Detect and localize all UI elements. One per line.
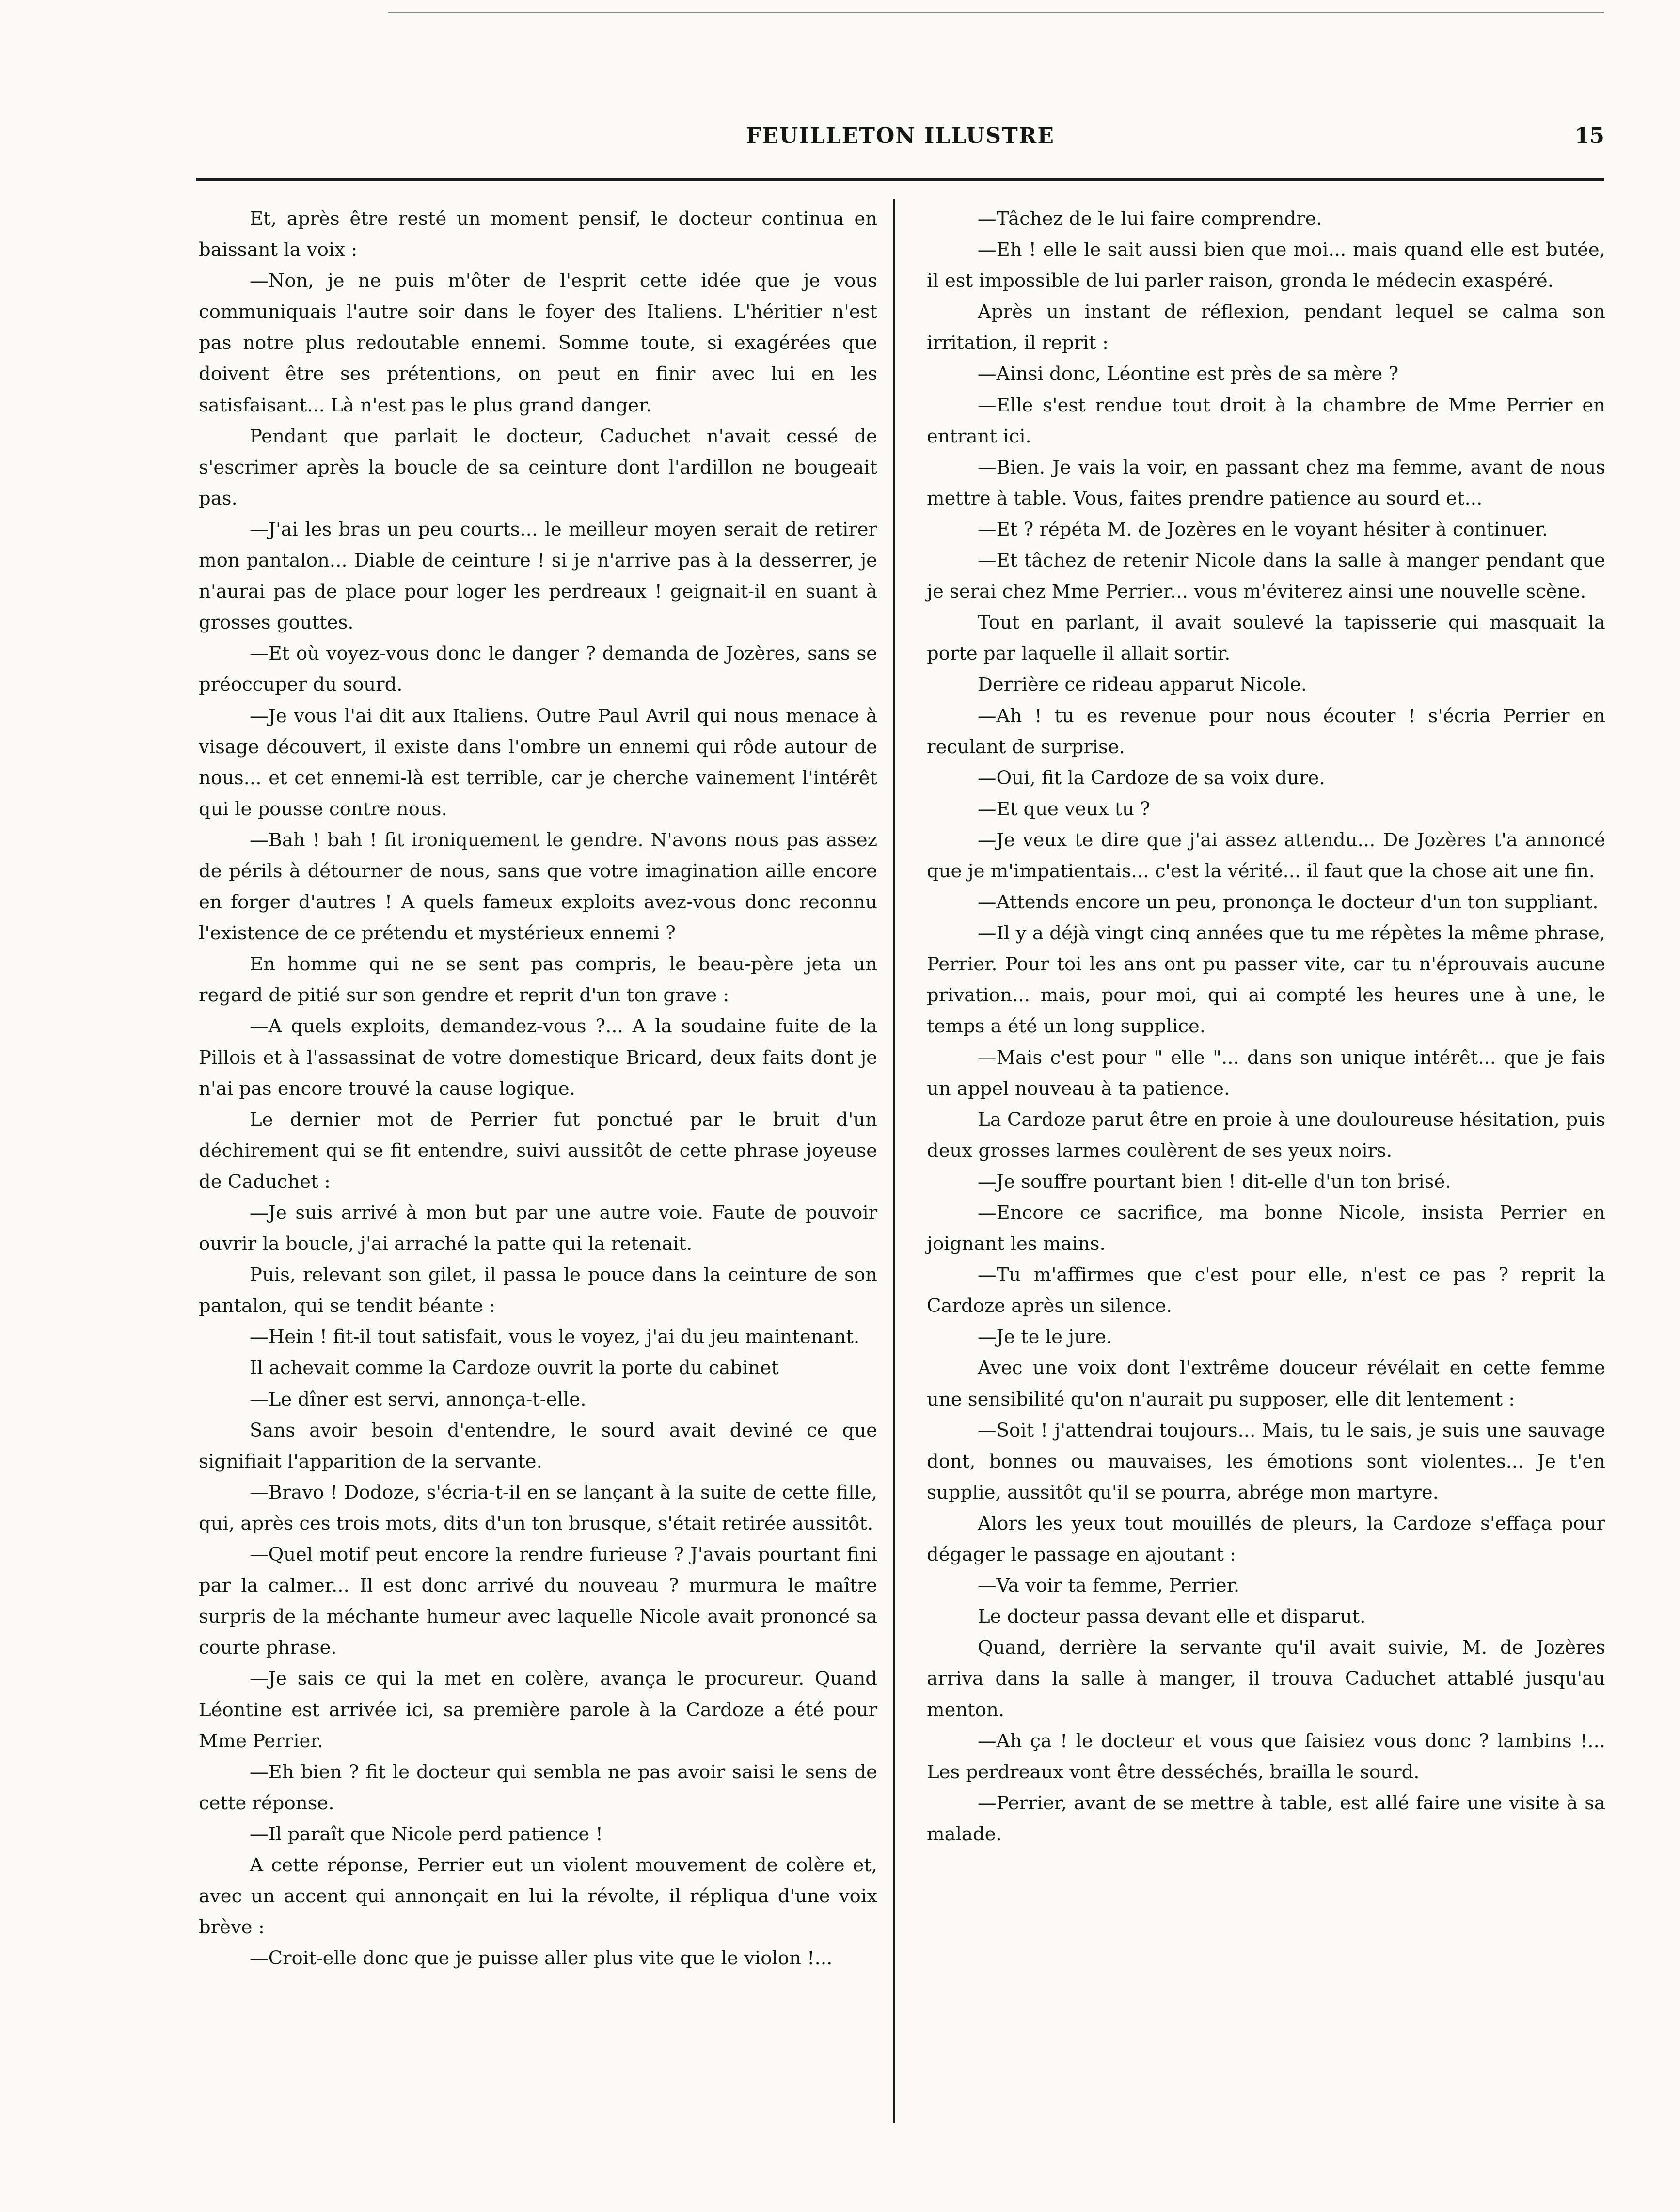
paragraph: —Perrier, avant de se mettre à table, est allé faire une visite à sa malade. [927,1792,1605,1845]
paragraph: —Le dîner est servi, annonça-t-elle. [250,1388,586,1410]
paragraph: —Eh bien ? fit le docteur qui sembla ne pas avoir saisi le sens de cette réponse. [199,1761,877,1814]
column-divider [893,199,895,2123]
paragraph: Sans avoir besoin d'entendre, le sourd avait deviné ce que signifiait l'apparition de la servante. [199,1419,877,1472]
paragraph: —Ainsi donc, Léontine est près de sa mère ? [978,363,1399,385]
paragraph: —Mais c'est pour " elle "... dans son unique intérêt... que je fais un appel nouveau à ta patience. [927,1046,1605,1100]
paragraph: La Cardoze parut être en proie à une douloureuse hésitation, puis deux grosses larmes coulèrent de ses yeux noirs. [927,1108,1605,1162]
page-number: 15 [1574,124,1604,148]
paragraph: —Va voir ta femme, Perrier. [978,1575,1240,1597]
paragraph: Avec une voix dont l'extrême douceur révélait en cette femme une sensibilité qu'on n'aurait pu supposer, elle dit lentement : [927,1357,1605,1410]
paragraph: —Attends encore un peu, prononça le docteur d'un ton suppliant. [978,891,1599,914]
paragraph: —Il y a déjà vingt cinq années que tu me répètes la même phrase, Perrier. Pour toi les ans ont pu passer vite, car tu n'éprouvais aucune privation... mais, pour moi, qui ai compté les heures une à une, le temps a été un long supplice. [927,922,1605,1038]
paragraph: —Tâchez de le lui faire comprendre. [978,208,1322,230]
paragraph: —Et tâchez de retenir Nicole dans la salle à manger pendant que je serai chez Mme Perrier... vous m'éviterez ainsi une nouvelle scène. [927,550,1605,603]
paragraph: —Encore ce sacrifice, ma bonne Nicole, insista Perrier en joignant les mains. [927,1202,1605,1255]
paragraph: —Tu m'affirmes que c'est pour elle, n'est ce pas ? reprit la Cardoze après un silence. [927,1264,1605,1317]
paragraph: —Non, je ne puis m'ôter de l'esprit cette idée que je vous communiquais l'autre soir dans le foyer des Italiens. L'héritier n'est pas notre plus redoutable ennemi. Somme toute, si exagérées que doivent être ses prétentions, on peut en finir avec lui en les satisfaisant... Là n'est pas le plus grand danger. [199,270,877,416]
paragraph: —Je suis arrivé à mon but par une autre voie. Faute de pouvoir ouvrir la boucle, j'ai arraché la patte qui la retenait. [199,1202,877,1255]
paragraph: —Je sais ce qui la met en colère, avança le procureur. Quand Léontine est arrivée ici, sa première parole à la Cardoze a été pour Mme Perrier. [199,1668,877,1752]
left-text-column [199,204,877,1974]
paragraph: Il achevait comme la Cardoze ouvrit la porte du cabinet [250,1357,779,1379]
paragraph: Après un instant de réflexion, pendant lequel se calma son irritation, il reprit : [927,301,1605,354]
paragraph: —Il paraît que Nicole perd patience ! [250,1823,603,1845]
paragraph: Le dernier mot de Perrier fut ponctué par le bruit d'un déchirement qui se fit entendre, suivi aussitôt de cette phrase joyeuse de Caduchet : [199,1108,877,1193]
paragraph: —Oui, fit la Cardoze de sa voix dure. [978,767,1325,789]
paragraph: —Bah ! bah ! fit ironiquement le gendre. N'avons nous pas assez de périls à détourner de nous, sans que votre imagination aille encore en forger d'autres ! A quels fameux exploits avez-vous donc reconnu l'existence de ce prétendu et mystérieux ennemi ? [199,829,877,945]
paragraph: —A quels exploits, demandez-vous ?... A la soudaine fuite de la Pillois et à l'assassinat de votre domestique Bricard, deux faits dont je n'ai pas encore trouvé la cause logique. [199,1015,877,1100]
paragraph: Puis, relevant son gilet, il passa le pouce dans la ceinture de son pantalon, qui se tendit béante : [199,1264,877,1317]
paragraph: —Et ? répéta M. de Jozères en le voyant hésiter à continuer. [978,518,1548,540]
paragraph: A cette réponse, Perrier eut un violent mouvement de colère et, avec un accent qui annonçait en lui la révolte, il répliqua d'une voix brève : [199,1854,877,1939]
paragraph: —Hein ! fit-il tout satisfait, vous le voyez, j'ai du jeu maintenant. [250,1326,860,1348]
paragraph: Et, après être resté un moment pensif, le docteur continua en baissant la voix : [199,208,877,261]
paragraph: —Eh ! elle le sait aussi bien que moi... mais quand elle est butée, il est impossible de lui parler raison, gronda le médecin exaspéré. [927,239,1605,292]
paragraph: Alors les yeux tout mouillés de pleurs, la Cardoze s'effaça pour dégager le passage en ajoutant : [927,1512,1605,1566]
paragraph: —J'ai les bras un peu courts... le meilleur moyen serait de retirer mon pantalon... Diable de ceinture ! si je n'arrive pas à la desserrer, je n'aurai pas de place pour loger les perdreaux ! geignait-il en suant à grosses gouttes. [199,518,877,634]
paragraph: —Je souffre pourtant bien ! dit-elle d'un ton brisé. [978,1170,1451,1193]
paragraph: En homme qui ne se sent pas compris, le beau-père jeta un regard de pitié sur son gendre et reprit d'un ton grave : [199,953,877,1007]
header-rule [196,178,1604,181]
page-header [196,124,1604,153]
paragraph: Tout en parlant, il avait soulevé la tapisserie qui masquait la porte par laquelle il allait sortir. [927,612,1605,665]
paragraph: Derrière ce rideau apparut Nicole. [978,674,1307,696]
paragraph: Le docteur passa devant elle et disparut. [978,1606,1366,1628]
paragraph: —Ah ! tu es revenue pour nous écouter ! s'écria Perrier en reculant de surprise. [927,705,1605,758]
paragraph: —Et que veux tu ? [978,798,1150,820]
right-text-column [927,204,1605,1850]
paragraph: —Bravo ! Dodoze, s'écria-t-il en se lançant à la suite de cette fille, qui, après ces trois mots, dits d'un ton brusque, s'était retirée aussitôt. [199,1481,877,1534]
page-header-title: FEUILLETON ILLUSTRE [746,124,1055,148]
paragraph: —Croit-elle donc que je puisse aller plus vite que le violon !... [250,1947,833,1970]
paragraph: —Soit ! j'attendrai toujours... Mais, tu le sais, je suis une sauvage dont, bonnes ou mauvaises, les émotions sont violentes... Je t'en supplie, aussitôt qu'il se pourra, abrége mon martyre. [927,1419,1605,1503]
paragraph: —Bien. Je vais la voir, en passant chez ma femme, avant de nous mettre à table. Vous, faites prendre patience au sourd et... [927,456,1605,509]
paragraph: —Elle s'est rendue tout droit à la chambre de Mme Perrier en entrant ici. [927,394,1605,447]
paragraph: —Je vous l'ai dit aux Italiens. Outre Paul Avril qui nous menace à visage découvert, il existe dans l'ombre un ennemi qui rôde autour de nous... et cet ennemi-là est terrible, car je cherche vainement l'intérêt qui le pousse contre nous. [199,705,877,820]
paragraph: —Ah ça ! le docteur et vous que faisiez vous donc ? lambins !... Les perdreaux vont être desséchés, brailla le sourd. [927,1730,1605,1783]
paragraph: —Et où voyez-vous donc le danger ? demanda de Jozères, sans se préoccuper du sourd. [199,643,877,696]
paragraph: —Quel motif peut encore la rendre furieuse ? J'avais pourtant fini par la calmer... Il est donc arrivé du nouveau ? murmura le maître surpris de la méchante humeur avec laquelle Nicole avait prononcé sa courte phrase. [199,1544,877,1659]
top-rule [388,12,1604,13]
paragraph: Quand, derrière la servante qu'il avait suivie, M. de Jozères arriva dans la salle à manger, il trouva Caduchet attablé jusqu'au menton. [927,1637,1605,1721]
paragraph: —Je te le jure. [978,1326,1112,1348]
paragraph: —Je veux te dire que j'ai assez attendu... De Jozères t'a annoncé que je m'impatientais... c'est la vérité... il faut que la chose ait une fin. [927,829,1605,882]
paragraph: Pendant que parlait le docteur, Caduchet n'avait cessé de s'escrimer après la boucle de sa ceinture dont l'ardillon ne bougeait pas. [199,425,877,509]
